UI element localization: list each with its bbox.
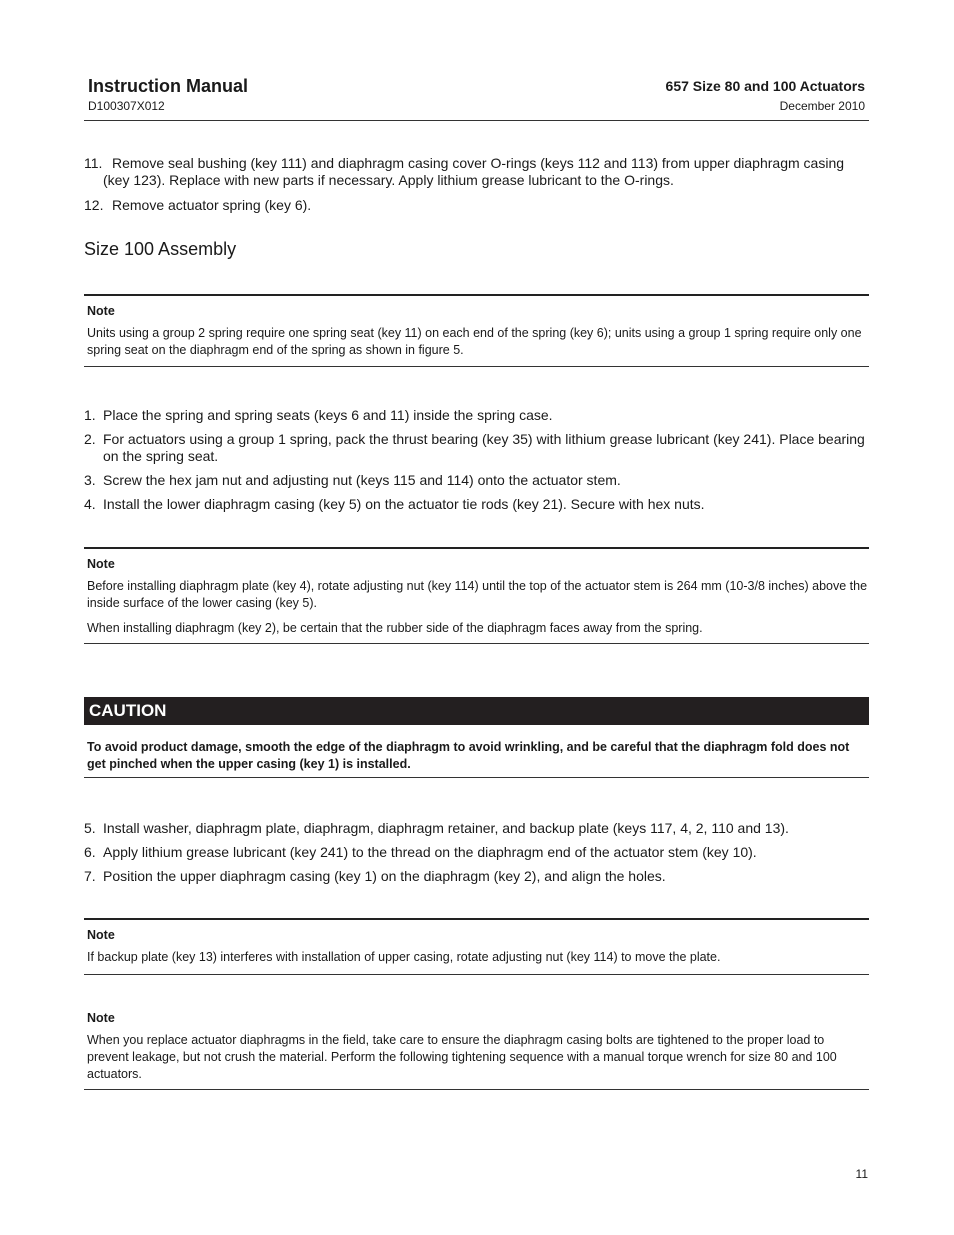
product-title: 657 Size 80 and 100 Actuators — [665, 78, 865, 94]
caution-banner — [84, 697, 869, 725]
note-title: Note — [87, 304, 115, 318]
step-text: Place the spring and spring seats (keys 6 and 11) inside the spring case. — [103, 407, 553, 423]
step-3 — [84, 472, 869, 489]
step-5 — [84, 820, 869, 837]
page-number: 11 — [855, 1167, 868, 1181]
document-number: D100307X012 — [88, 99, 165, 113]
step-number: 3. — [84, 472, 96, 488]
publication-date: December 2010 — [779, 99, 865, 113]
step-text: Position the upper diaphragm casing (key 1) on the diaphragm (key 2), and align the holes. — [103, 868, 666, 884]
step-number: 5. — [84, 820, 96, 836]
step-6 — [84, 844, 869, 861]
step-number: 11. — [84, 155, 103, 171]
manual-title: Instruction Manual — [88, 76, 249, 96]
step-text: Remove seal bushing (key 111) and diaphragm casing cover O-rings (keys 112 and 113) from upper diaphragm casing (key 123). Replace with new parts if necessary. Apply lithium grease lubricant to the O-rings. — [103, 155, 845, 188]
step-text: Screw the hex jam nut and adjusting nut (keys 115 and 114) onto the actuator stem. — [103, 472, 621, 488]
step-4 — [84, 496, 869, 513]
note-text: If backup plate (key 13) interferes with installation of upper casing, rotate adjusting nut (key 114) to move the plate. — [87, 950, 721, 964]
step-text: Apply lithium grease lubricant (key 241) to the thread on the diaphragm end of the actuator stem (key 10). — [103, 844, 757, 860]
step-number: 12. — [84, 197, 104, 213]
note-title: Note — [87, 1011, 115, 1025]
step-7 — [84, 868, 869, 885]
step-number: 1. — [84, 407, 96, 423]
note-title: Note — [87, 557, 115, 571]
step-12 — [84, 197, 869, 214]
step-number: 2. — [84, 431, 96, 447]
step-number: 6. — [84, 844, 96, 860]
note-title: Note — [87, 928, 115, 942]
step-11 — [84, 155, 869, 189]
step-text: Install washer, diaphragm plate, diaphragm, diaphragm retainer, and backup plate (keys 117, 4, 2, 110 and 13). — [103, 820, 789, 836]
step-text: Install the lower diaphragm casing (key 5) on the actuator tie rods (key 21). Secure with hex nuts. — [103, 496, 705, 512]
step-text: Remove actuator spring (key 6). — [112, 197, 312, 213]
step-text: For actuators using a group 1 spring, pack the thrust bearing (key 35) with lithium grease lubricant (key 241). Place bearing on the spring seat. — [103, 431, 865, 464]
step-number: 7. — [84, 868, 96, 884]
step-2 — [84, 431, 869, 465]
step-number: 4. — [84, 496, 96, 512]
note-box-1 — [84, 294, 869, 367]
step-1 — [84, 407, 869, 424]
note-box-3 — [84, 918, 869, 975]
section-heading: Size 100 Assembly — [84, 239, 237, 259]
note-text: When you replace actuator diaphragms in the field, take care to ensure the diaphragm casing bolts are tightened to the proper load to prevent leakage, but not crush the material. Perform the following tightening sequence with a manual torque wrench for size 80 and 100 actuators. — [87, 1033, 837, 1081]
note-box-4 — [84, 1001, 869, 1090]
caution-label: CAUTION — [89, 701, 167, 720]
caution-box — [84, 725, 869, 778]
note-text: Before installing diaphragm plate (key 4), rotate adjusting nut (key 114) until the top of the actuator stem is 264 mm (10-3/8 inches) above the inside surface of the lower casing (key 5). — [87, 579, 868, 610]
note-text: Units using a group 2 spring require one spring seat (key 11) on each end of the spring (key 6); units using a group 1 spring require only one spring seat on the diaphragm end of the spring as shown in figure 5. — [87, 326, 862, 357]
page-header — [84, 76, 869, 121]
note-text: When installing diaphragm (key 2), be certain that the rubber side of the diaphragm faces away from the spring. — [87, 621, 703, 635]
caution-text: To avoid product damage, smooth the edge of the diaphragm to avoid wrinkling, and be careful that the diaphragm fold does not get pinched when the upper casing (key 1) is installed. — [87, 740, 850, 771]
note-box-2 — [84, 547, 869, 644]
